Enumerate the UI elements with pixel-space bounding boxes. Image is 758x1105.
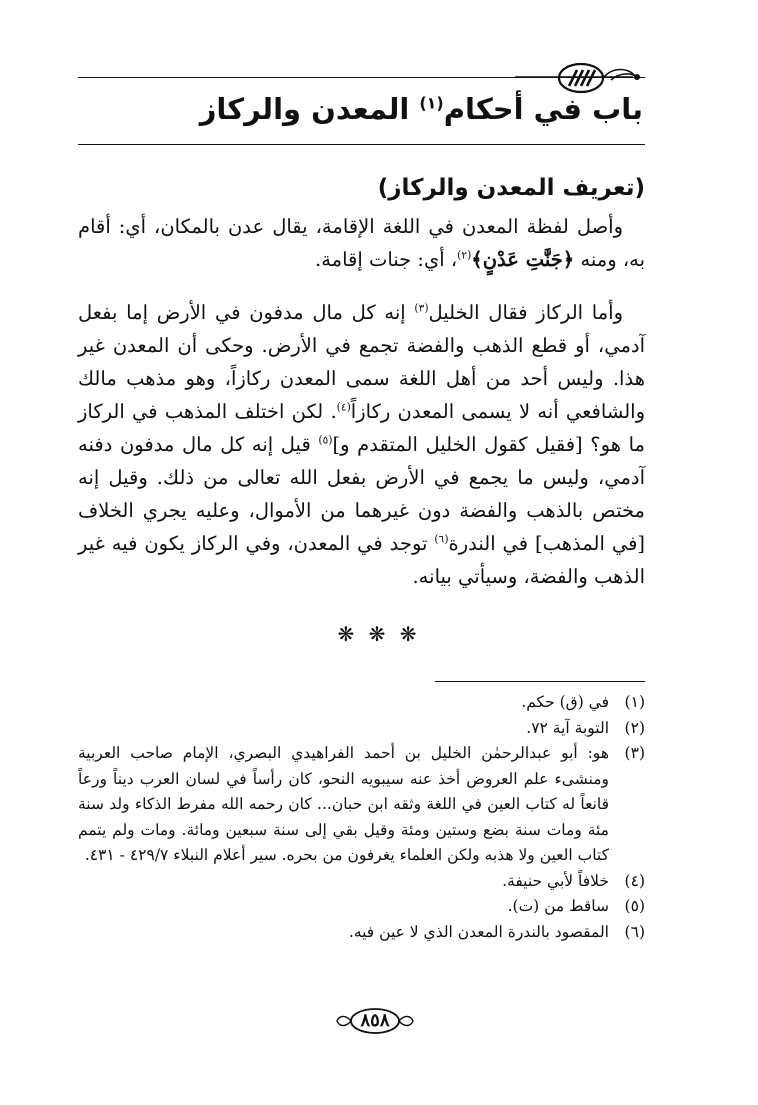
header-rule-bottom bbox=[78, 144, 645, 145]
footnote-ref: (٤) bbox=[336, 400, 351, 414]
header-rule-top bbox=[78, 77, 645, 78]
footnote-text: التوبة آية ٧٢. bbox=[526, 718, 609, 737]
footnote-number: (٦) bbox=[624, 922, 645, 941]
footnote-rule bbox=[435, 681, 645, 682]
page-number: ٨٥٨ bbox=[360, 1010, 390, 1031]
footnote-ref: (٢) bbox=[457, 248, 472, 262]
footnote-text: ساقط من (ت). bbox=[507, 897, 609, 915]
footnote bbox=[78, 920, 645, 946]
section-heading: (تعريف المعدن والركاز) bbox=[377, 175, 645, 201]
footnote-text: هو: أبو عبدالرحمٰن الخليل بن أحمد الفراهيدي البصري، الإمام صاحب العربية ومنشىء علم العروض أخذ عنه سيبويه النحو، كان رأساً في لسان العرب ديناً ورعاً قانعاً له كتاب العين في اللغة وثقه ابن حبان... كان رحمه الله مفرط الذكاء ولد سنة مئة ومات سنة بضع وستين ومئة وقيل بقي إلى سنة سبعين ومائة. ومات ولم يتمم كتاب العين ولا هذبه ولكن العلماء يغرفون من بحره. سير أعلام النبلاء ٤٢٩/٧ - ٤٣١. bbox=[78, 744, 609, 864]
quran-quote: ﴿جَنَّٰتِ عَدْنٍ﴾ bbox=[471, 248, 575, 271]
footnote-ref: (١) bbox=[419, 93, 444, 113]
chapter-title: باب في أحكام$^{(١)}$ المعدن والركاز bbox=[199, 92, 643, 126]
page-number-ornament bbox=[335, 1004, 415, 1038]
footnote-ref: (٥) bbox=[318, 433, 333, 447]
footnote-number: (٢) bbox=[624, 718, 645, 737]
footnote-ref: (٦) bbox=[434, 532, 449, 546]
footnote-number: (١) bbox=[624, 693, 645, 711]
footnote bbox=[78, 690, 645, 716]
paragraph-2: وأما الركاز فقال الخليل$^{(٣)}$ إنه كل مال مدفون في الأرض إما بفعل آدمي، أو قطع الذهب والفضة تجمع في الأرض. وحكى أن المعدن غير هذا. وليس أحد من أهل اللغة سمى المعدن ركازاً، وهو مذهب مالك والشافعي أنه لا يسمى المعدن ركازاً$^{(٤)}$. لكن اختلف المذهب في الركاز ما هو؟ [فقيل كقول الخليل المتقدم و]$^{(٥)}$ قيل إنه كل مال مدفون دفنه آدمي، وليس ما يجمع في الأرض بفعل الله تعالى من ذلك. وقيل إنه مختص بالذهب والفضة دون غيرهما من الأموال، وعليه يجري الخلاف [في المذهب] في الندرة$^{(٦)}$ توجد في المعدن، وفي الركاز يكون فيه غير الذهب والفضة، وسيأتي بيانه. bbox=[78, 301, 645, 588]
footnote bbox=[78, 869, 645, 895]
footnote-ref: (٣) bbox=[414, 301, 429, 315]
footnote bbox=[78, 894, 645, 920]
section-separator: ❋ ❋ ❋ bbox=[337, 622, 421, 646]
footnote-text: في (ق) حكم. bbox=[521, 693, 609, 711]
paragraph-1: وأصل لفظة المعدن في اللغة الإقامة، يقال عدن بالمكان، أي: أقام به، ومنه ﴿جَنَّٰتِ عَدْنٍ﴾$^{(٢)}$، أي: جنات إقامة. bbox=[78, 215, 645, 271]
footnote bbox=[78, 741, 645, 869]
footnote-number: (٣) bbox=[624, 744, 645, 762]
footnote bbox=[78, 716, 645, 742]
footnotes bbox=[78, 690, 645, 945]
footnote-text: المقصود بالندرة المعدن الذي لا عين فيه. bbox=[348, 922, 609, 941]
footnote-number: (٥) bbox=[624, 897, 645, 915]
footnote-text: خلافاً لأبي حنيفة. bbox=[502, 871, 609, 890]
footnote-number: (٤) bbox=[624, 871, 645, 890]
